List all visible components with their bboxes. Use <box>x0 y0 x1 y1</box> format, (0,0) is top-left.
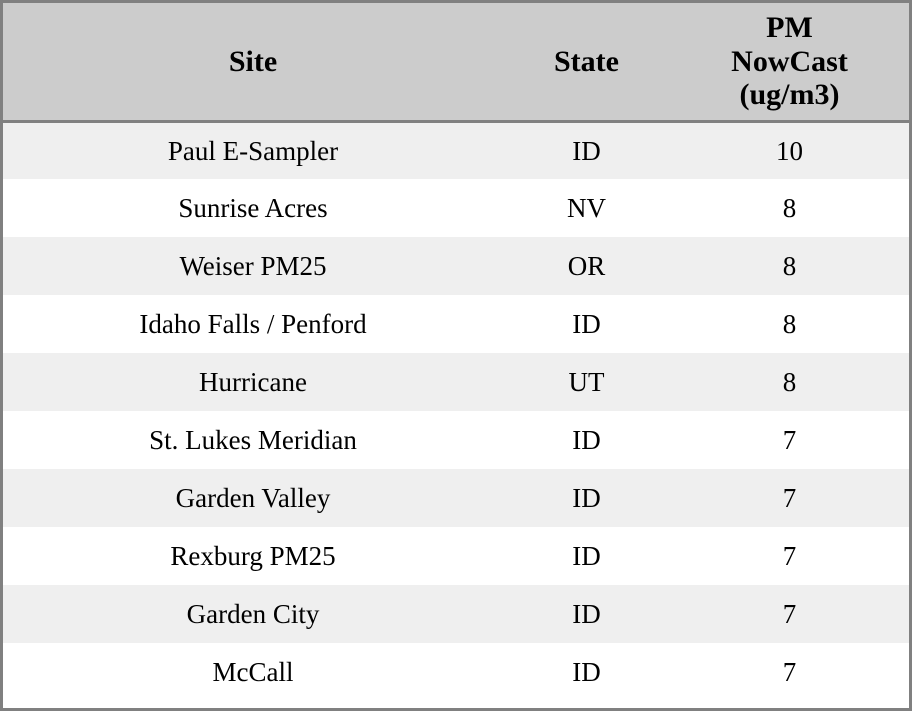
cell-pm-nowcast: 7 <box>782 540 797 571</box>
cell-state: UT <box>568 366 605 397</box>
column-header-pm-nowcast <box>670 3 909 121</box>
cell-site: Rexburg PM25 <box>170 540 336 571</box>
cell-state: OR <box>567 250 606 281</box>
cell-state: ID <box>572 598 601 629</box>
cell-state: ID <box>572 135 601 166</box>
table-body <box>3 121 909 701</box>
column-header-site-label: Site <box>228 44 278 78</box>
table-row <box>3 643 909 701</box>
cell-state: NV <box>567 192 606 223</box>
column-header-pm-nowcast-line1: PM <box>766 11 813 44</box>
pm-nowcast-table <box>3 3 909 701</box>
cell-state: ID <box>572 540 601 571</box>
table-row <box>3 527 909 585</box>
cell-pm-nowcast: 7 <box>782 424 797 455</box>
cell-site: Idaho Falls / Penford <box>139 308 367 339</box>
table-row <box>3 411 909 469</box>
table-header-row <box>3 3 909 121</box>
cell-site: Sunrise Acres <box>178 192 328 223</box>
cell-state: ID <box>572 482 601 513</box>
table-row <box>3 469 909 527</box>
table-header <box>3 3 909 121</box>
cell-site: Weiser PM25 <box>179 250 327 281</box>
table-row <box>3 121 909 179</box>
column-header-site <box>3 3 503 121</box>
cell-site: St. Lukes Meridian <box>149 424 357 455</box>
column-header-state-label: State <box>554 44 619 78</box>
cell-pm-nowcast: 8 <box>782 192 797 223</box>
cell-site: Garden City <box>186 598 320 629</box>
cell-pm-nowcast: 8 <box>782 308 797 339</box>
column-header-state <box>503 3 670 121</box>
cell-pm-nowcast: 7 <box>782 598 797 629</box>
cell-pm-nowcast: 7 <box>782 482 797 513</box>
cell-pm-nowcast: 8 <box>782 250 797 281</box>
cell-pm-nowcast: 8 <box>782 366 797 397</box>
table-row <box>3 295 909 353</box>
table-row <box>3 179 909 237</box>
cell-site: Garden Valley <box>175 482 331 513</box>
cell-pm-nowcast: 10 <box>776 135 803 166</box>
cell-state: ID <box>572 308 601 339</box>
cell-state: ID <box>572 656 601 687</box>
table-row <box>3 237 909 295</box>
cell-state: ID <box>572 424 601 455</box>
column-header-pm-nowcast-line3: (ug/m3) <box>739 78 840 112</box>
table-row <box>3 353 909 411</box>
table-row <box>3 585 909 643</box>
column-header-pm-nowcast-line2: NowCast <box>731 44 848 78</box>
cell-site: Paul E-Sampler <box>167 135 339 166</box>
cell-pm-nowcast: 7 <box>782 656 797 687</box>
cell-site: Hurricane <box>199 366 307 397</box>
cell-site: McCall <box>212 656 294 687</box>
